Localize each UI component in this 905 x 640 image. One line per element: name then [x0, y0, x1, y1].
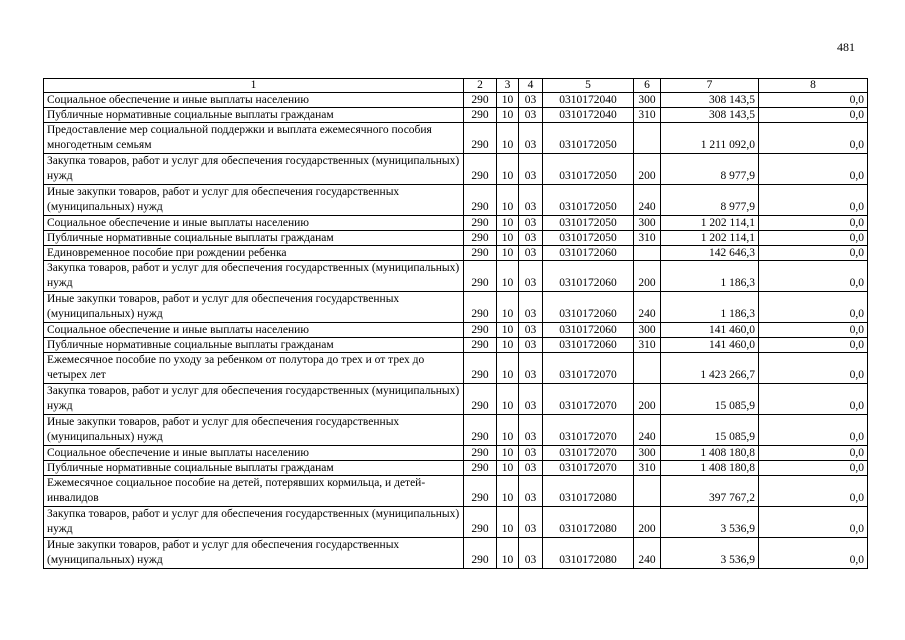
expense-type-cell: 240 [634, 292, 661, 323]
section-code-cell: 10 [497, 261, 519, 292]
target-article-cell: 0310172040 [543, 93, 634, 108]
row-name-cell: Закупка товаров, работ и услуг для обеспечения государственных (муниципальных) нужд [44, 261, 464, 292]
amount-2-cell: 0,0 [759, 415, 868, 446]
chapter-code-cell: 290 [464, 123, 497, 154]
row-name-cell: Предоставление мер социальной поддержки и выплата ежемесячного пособия многодетным семьям [44, 123, 464, 154]
amount-2-cell: 0,0 [759, 323, 868, 338]
table-row [44, 338, 868, 353]
subsection-code-cell: 03 [519, 461, 543, 476]
amount-2-cell: 0,0 [759, 538, 868, 569]
expense-type-cell: 310 [634, 461, 661, 476]
target-article-cell: 0310172060 [543, 292, 634, 323]
expense-type-cell: 240 [634, 185, 661, 216]
target-article-cell: 0310172050 [543, 185, 634, 216]
table-row [44, 446, 868, 461]
table-row [44, 507, 868, 538]
table-row [44, 261, 868, 292]
amount-2-cell: 0,0 [759, 476, 868, 507]
expense-type-cell [634, 476, 661, 507]
row-name-cell: Закупка товаров, работ и услуг для обеспечения государственных (муниципальных) нужд [44, 507, 464, 538]
amount-2-cell: 0,0 [759, 216, 868, 231]
subsection-code-cell: 03 [519, 507, 543, 538]
table-row [44, 246, 868, 261]
table-row [44, 461, 868, 476]
section-code-cell: 10 [497, 154, 519, 185]
amount-cell: 3 536,9 [661, 507, 759, 538]
table-row [44, 123, 868, 154]
subsection-code-cell: 03 [519, 446, 543, 461]
target-article-cell: 0310172070 [543, 446, 634, 461]
amount-cell: 1 408 180,8 [661, 446, 759, 461]
column-header: 8 [759, 79, 868, 93]
target-article-cell: 0310172070 [543, 461, 634, 476]
amount-2-cell: 0,0 [759, 231, 868, 246]
chapter-code-cell: 290 [464, 261, 497, 292]
chapter-code-cell: 290 [464, 384, 497, 415]
row-name-cell: Ежемесячное пособие по уходу за ребенком от полутора до трех и от трех до четырех лет [44, 353, 464, 384]
section-code-cell: 10 [497, 246, 519, 261]
row-name-cell: Иные закупки товаров, работ и услуг для обеспечения государственных (муниципальных) нужд [44, 292, 464, 323]
chapter-code-cell: 290 [464, 538, 497, 569]
chapter-code-cell: 290 [464, 353, 497, 384]
section-code-cell: 10 [497, 476, 519, 507]
subsection-code-cell: 03 [519, 384, 543, 415]
chapter-code-cell: 290 [464, 154, 497, 185]
subsection-code-cell: 03 [519, 323, 543, 338]
table-row [44, 384, 868, 415]
amount-2-cell: 0,0 [759, 123, 868, 154]
amount-cell: 8 977,9 [661, 154, 759, 185]
table-row [44, 93, 868, 108]
row-name-cell: Закупка товаров, работ и услуг для обеспечения государственных (муниципальных) нужд [44, 154, 464, 185]
column-header: 6 [634, 79, 661, 93]
target-article-cell: 0310172060 [543, 261, 634, 292]
expense-type-cell: 200 [634, 154, 661, 185]
table-row [44, 323, 868, 338]
table-row [44, 108, 868, 123]
row-name-cell: Публичные нормативные социальные выплаты гражданам [44, 338, 464, 353]
subsection-code-cell: 03 [519, 261, 543, 292]
target-article-cell: 0310172070 [543, 384, 634, 415]
row-name-cell: Социальное обеспечение и иные выплаты населению [44, 323, 464, 338]
amount-cell: 15 085,9 [661, 384, 759, 415]
chapter-code-cell: 290 [464, 93, 497, 108]
page-number: 481 [837, 40, 855, 54]
amount-2-cell: 0,0 [759, 461, 868, 476]
table-row [44, 538, 868, 569]
amount-2-cell: 0,0 [759, 261, 868, 292]
subsection-code-cell: 03 [519, 231, 543, 246]
row-name-cell: Публичные нормативные социальные выплаты гражданам [44, 461, 464, 476]
row-name-cell: Единовременное пособие при рождении ребенка [44, 246, 464, 261]
amount-2-cell: 0,0 [759, 154, 868, 185]
section-code-cell: 10 [497, 292, 519, 323]
chapter-code-cell: 290 [464, 338, 497, 353]
expense-type-cell [634, 123, 661, 154]
amount-2-cell: 0,0 [759, 93, 868, 108]
chapter-code-cell: 290 [464, 292, 497, 323]
row-name-cell: Публичные нормативные социальные выплаты гражданам [44, 231, 464, 246]
row-name-cell: Социальное обеспечение и иные выплаты населению [44, 446, 464, 461]
expense-type-cell: 240 [634, 538, 661, 569]
subsection-code-cell: 03 [519, 476, 543, 507]
amount-2-cell: 0,0 [759, 246, 868, 261]
amount-2-cell: 0,0 [759, 292, 868, 323]
section-code-cell: 10 [497, 461, 519, 476]
row-name-cell: Иные закупки товаров, работ и услуг для обеспечения государственных (муниципальных) нужд [44, 185, 464, 216]
section-code-cell: 10 [497, 446, 519, 461]
subsection-code-cell: 03 [519, 108, 543, 123]
target-article-cell: 0310172050 [543, 154, 634, 185]
column-header: 3 [497, 79, 519, 93]
chapter-code-cell: 290 [464, 216, 497, 231]
amount-cell: 1 408 180,8 [661, 461, 759, 476]
column-header: 4 [519, 79, 543, 93]
amount-cell: 8 977,9 [661, 185, 759, 216]
row-name-cell: Социальное обеспечение и иные выплаты населению [44, 216, 464, 231]
subsection-code-cell: 03 [519, 154, 543, 185]
table-row [44, 353, 868, 384]
subsection-code-cell: 03 [519, 415, 543, 446]
row-name-cell: Закупка товаров, работ и услуг для обеспечения государственных (муниципальных) нужд [44, 384, 464, 415]
chapter-code-cell: 290 [464, 246, 497, 261]
budget-table [43, 78, 868, 569]
amount-cell: 141 460,0 [661, 323, 759, 338]
subsection-code-cell: 03 [519, 338, 543, 353]
row-name-cell: Социальное обеспечение и иные выплаты населению [44, 93, 464, 108]
column-header: 5 [543, 79, 634, 93]
amount-cell: 1 202 114,1 [661, 231, 759, 246]
amount-cell: 397 767,2 [661, 476, 759, 507]
amount-cell: 3 536,9 [661, 538, 759, 569]
amount-2-cell: 0,0 [759, 384, 868, 415]
section-code-cell: 10 [497, 323, 519, 338]
amount-2-cell: 0,0 [759, 446, 868, 461]
section-code-cell: 10 [497, 185, 519, 216]
amount-cell: 1 423 266,7 [661, 353, 759, 384]
table-row [44, 476, 868, 507]
subsection-code-cell: 03 [519, 123, 543, 154]
column-header: 1 [44, 79, 464, 93]
amount-cell: 141 460,0 [661, 338, 759, 353]
amount-cell: 1 202 114,1 [661, 216, 759, 231]
section-code-cell: 10 [497, 353, 519, 384]
chapter-code-cell: 290 [464, 323, 497, 338]
amount-cell: 15 085,9 [661, 415, 759, 446]
expense-type-cell: 200 [634, 507, 661, 538]
subsection-code-cell: 03 [519, 185, 543, 216]
target-article-cell: 0310172050 [543, 231, 634, 246]
table-row [44, 415, 868, 446]
table-row [44, 231, 868, 246]
chapter-code-cell: 290 [464, 446, 497, 461]
target-article-cell: 0310172080 [543, 507, 634, 538]
subsection-code-cell: 03 [519, 93, 543, 108]
expense-type-cell [634, 353, 661, 384]
section-code-cell: 10 [497, 231, 519, 246]
subsection-code-cell: 03 [519, 216, 543, 231]
section-code-cell: 10 [497, 108, 519, 123]
target-article-cell: 0310172040 [543, 108, 634, 123]
section-code-cell: 10 [497, 93, 519, 108]
section-code-cell: 10 [497, 415, 519, 446]
column-header: 7 [661, 79, 759, 93]
target-article-cell: 0310172050 [543, 216, 634, 231]
target-article-cell: 0310172050 [543, 123, 634, 154]
column-header: 2 [464, 79, 497, 93]
expense-type-cell: 200 [634, 261, 661, 292]
row-name-cell: Ежемесячное социальное пособие на детей, потерявших кормильца, и детей-инвалидов [44, 476, 464, 507]
row-name-cell: Публичные нормативные социальные выплаты гражданам [44, 108, 464, 123]
subsection-code-cell: 03 [519, 538, 543, 569]
amount-cell: 1 186,3 [661, 292, 759, 323]
subsection-code-cell: 03 [519, 292, 543, 323]
expense-type-cell: 300 [634, 216, 661, 231]
table-row [44, 185, 868, 216]
chapter-code-cell: 290 [464, 185, 497, 216]
section-code-cell: 10 [497, 538, 519, 569]
target-article-cell: 0310172080 [543, 538, 634, 569]
chapter-code-cell: 290 [464, 461, 497, 476]
table-row [44, 216, 868, 231]
chapter-code-cell: 290 [464, 507, 497, 538]
expense-type-cell [634, 246, 661, 261]
chapter-code-cell: 290 [464, 415, 497, 446]
row-name-cell: Иные закупки товаров, работ и услуг для обеспечения государственных (муниципальных) нужд [44, 538, 464, 569]
amount-2-cell: 0,0 [759, 338, 868, 353]
target-article-cell: 0310172060 [543, 323, 634, 338]
amount-cell: 142 646,3 [661, 246, 759, 261]
amount-cell: 1 186,3 [661, 261, 759, 292]
table-row [44, 154, 868, 185]
header-row [44, 79, 868, 93]
section-code-cell: 10 [497, 123, 519, 154]
row-name-cell: Иные закупки товаров, работ и услуг для обеспечения государственных (муниципальных) нужд [44, 415, 464, 446]
amount-cell: 308 143,5 [661, 108, 759, 123]
expense-type-cell: 200 [634, 384, 661, 415]
amount-cell: 308 143,5 [661, 93, 759, 108]
section-code-cell: 10 [497, 507, 519, 538]
table-row [44, 292, 868, 323]
target-article-cell: 0310172080 [543, 476, 634, 507]
expense-type-cell: 310 [634, 338, 661, 353]
subsection-code-cell: 03 [519, 246, 543, 261]
table-body [44, 93, 868, 569]
amount-cell: 1 211 092,0 [661, 123, 759, 154]
target-article-cell: 0310172070 [543, 353, 634, 384]
target-article-cell: 0310172070 [543, 415, 634, 446]
section-code-cell: 10 [497, 216, 519, 231]
amount-2-cell: 0,0 [759, 185, 868, 216]
chapter-code-cell: 290 [464, 231, 497, 246]
expense-type-cell: 300 [634, 323, 661, 338]
subsection-code-cell: 03 [519, 353, 543, 384]
section-code-cell: 10 [497, 384, 519, 415]
amount-2-cell: 0,0 [759, 507, 868, 538]
expense-type-cell: 300 [634, 446, 661, 461]
chapter-code-cell: 290 [464, 476, 497, 507]
expense-type-cell: 300 [634, 93, 661, 108]
target-article-cell: 0310172060 [543, 246, 634, 261]
expense-type-cell: 310 [634, 108, 661, 123]
expense-type-cell: 310 [634, 231, 661, 246]
chapter-code-cell: 290 [464, 108, 497, 123]
expense-type-cell: 240 [634, 415, 661, 446]
section-code-cell: 10 [497, 338, 519, 353]
target-article-cell: 0310172060 [543, 338, 634, 353]
amount-2-cell: 0,0 [759, 353, 868, 384]
amount-2-cell: 0,0 [759, 108, 868, 123]
